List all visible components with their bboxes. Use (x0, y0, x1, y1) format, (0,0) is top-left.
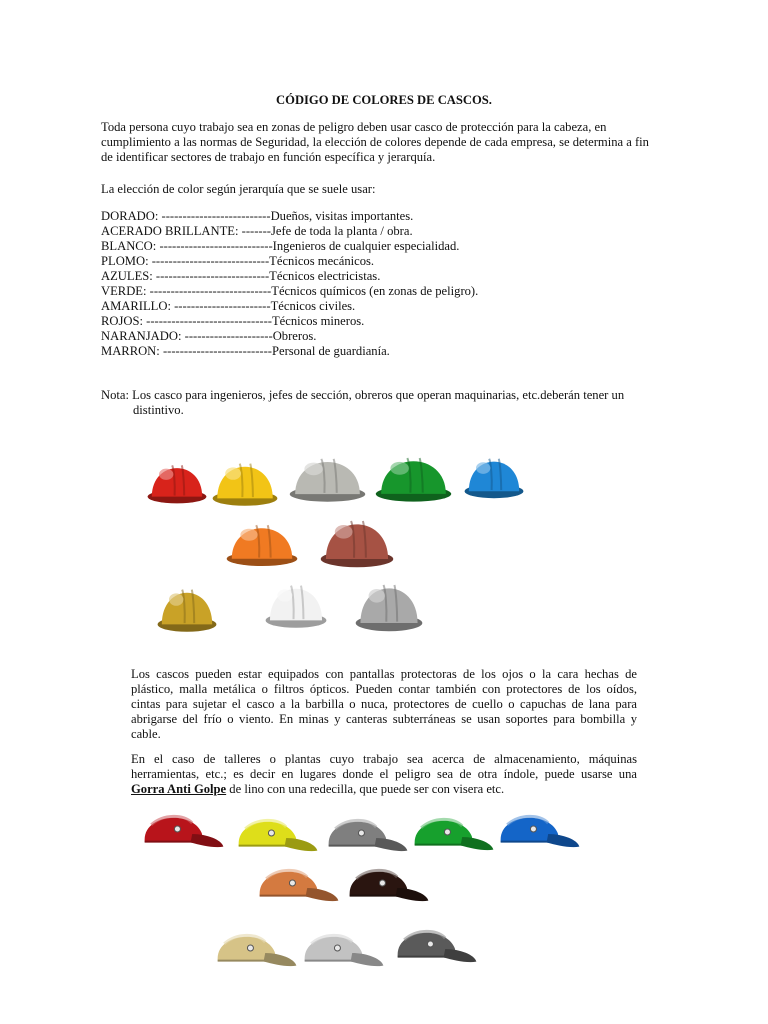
cap-yellow (237, 812, 319, 854)
equipment-line: Los cascos pueden estar equipados con pantallas protectoras de los ojos o la cara hechas de (131, 667, 637, 681)
color-name: AMARILLO: (101, 299, 175, 313)
page-title: CÓDIGO DE COLORES DE CASCOS. (276, 93, 492, 107)
hierarchy-row (101, 254, 478, 269)
intro-line: Toda persona cuyo trabajo sea en zonas de peligro deben usar casco de protección para la cabeza, en (101, 120, 607, 134)
dash-leader: ------------------------------ (146, 314, 272, 328)
dash-leader: --------------------- (184, 329, 273, 343)
dash-leader: ----------------------------- (149, 284, 272, 298)
role: Técnicos electricistas. (269, 269, 381, 283)
dash-leader: -------------------------- (161, 209, 271, 223)
hierarchy-row (101, 209, 478, 224)
workshops-line-rest: de lino con una redecilla, que puede ser con visera etc. (226, 782, 505, 796)
color-name: BLANCO: (101, 239, 160, 253)
cap-orange (258, 862, 340, 904)
helmet-orange-image (226, 512, 298, 572)
intro-paragraph (101, 120, 681, 165)
equipment-line: cintas para sujetar el casco a la barbilla o nuca, protectores de cuello o capuchas de lana para (131, 697, 637, 711)
color-name: AZULES: (101, 269, 156, 283)
dash-leader: ----------------------- (174, 299, 271, 313)
role: Personal de guardianía. (271, 344, 390, 358)
dash-leader: --------------------------- (155, 269, 270, 283)
equipment-line: cable. (131, 727, 161, 741)
dash-leader: --------------------------- (159, 239, 273, 253)
cap-light-gray-image (303, 927, 385, 969)
role: Técnicos químicos (en zonas de peligro). (271, 284, 479, 298)
cap-green-image (413, 811, 495, 853)
cap-light-gray (303, 927, 385, 969)
intro-line: cumplimiento a las normas de Seguridad, la elección de colores depende de cada empresa, se determina a fin (101, 135, 649, 149)
helmet-brown-image (320, 506, 394, 574)
cap-blue (499, 808, 581, 850)
helmet-gray-image (289, 445, 366, 508)
helmet-orange (226, 512, 298, 572)
helmet-blue (464, 446, 524, 504)
role: Técnicos mecánicos. (269, 254, 375, 268)
cap-black-image (348, 862, 430, 904)
role: Jefe de toda la planta / obra. (270, 224, 413, 238)
color-name: DORADO: (101, 209, 162, 223)
hierarchy-list (101, 209, 478, 359)
hierarchy-row (101, 299, 478, 314)
helmet-yellow (212, 450, 278, 512)
color-name: NARANJADO: (101, 329, 185, 343)
cap-gray-image (327, 812, 409, 854)
hierarchy-row (101, 344, 478, 359)
cap-red (143, 808, 225, 850)
dash-leader: ------- (241, 224, 271, 238)
cap-dark-gray (396, 923, 478, 965)
hierarchy-row (101, 314, 478, 329)
role: Técnicos mineros. (271, 314, 365, 328)
note (101, 388, 624, 418)
role: Obreros. (272, 329, 317, 343)
cap-blue-image (499, 808, 581, 850)
hierarchy-row (101, 224, 478, 239)
dash-leader: -------------------------- (162, 344, 272, 358)
color-name: MARRON: (101, 344, 163, 358)
helmet-red-image (147, 453, 207, 509)
helmet-white-image (265, 572, 327, 634)
helmet-gray (289, 445, 366, 508)
dash-leader: ---------------------------- (151, 254, 270, 268)
cap-black (348, 862, 430, 904)
intro-line: de identificar sectores de trabajo en función específica y jerarquía. (101, 150, 436, 164)
cap-khaki-image (216, 927, 298, 969)
workshops-line: En el caso de talleres o plantas cuyo trabajo sea acerca de almacenamiento, máquinas (131, 752, 637, 766)
equipment-line: abrigarse del frío o viento. En minas y canteras subterráneas se usan soportes para bombilla y (131, 712, 637, 726)
equipment-line: plástico, malla metálica o filtros ópticos. Pueden contar también con protectores de los oídos, (131, 682, 637, 696)
cap-orange-image (258, 862, 340, 904)
color-name: VERDE: (101, 284, 150, 298)
equipment-paragraph (131, 667, 637, 797)
note-line: Nota: Los casco para ingenieros, jefes de sección, obreros que operan maquinarias, etc.deberán tener un (101, 388, 625, 402)
helmet-red (147, 453, 207, 509)
helmet-blue-image (464, 446, 524, 504)
hierarchy-row (101, 269, 478, 284)
helmet-brown (320, 506, 394, 574)
color-name: ACERADO BRILLANTE: (101, 224, 242, 238)
helmet-silver-image (355, 570, 423, 638)
cap-red-image (143, 808, 225, 850)
gorra-anti-golpe-link[interactable]: Gorra Anti Golpe (131, 782, 227, 796)
note-line: distintivo. (133, 403, 184, 417)
role: Ingenieros de cualquier especialidad. (272, 239, 460, 253)
helmet-green (375, 444, 452, 508)
helmet-yellow-image (212, 450, 278, 512)
hierarchy-row (101, 239, 478, 254)
workshops-line (131, 782, 637, 797)
cap-khaki (216, 927, 298, 969)
helmet-green-image (375, 444, 452, 508)
hierarchy-row (101, 284, 478, 299)
helmet-white (265, 572, 327, 634)
role: Técnicos civiles. (270, 299, 356, 313)
workshops-line: herramientas, etc.; es decir en lugares donde el peligro sea de otra índole, puede usarse una (131, 767, 637, 781)
cap-dark-gray-image (396, 923, 478, 965)
cap-gray (327, 812, 409, 854)
role: Dueños, visitas importantes. (270, 209, 414, 223)
color-name: PLOMO: (101, 254, 152, 268)
helmet-gold (157, 576, 217, 638)
cap-yellow-image (237, 812, 319, 854)
helmet-silver (355, 570, 423, 638)
hierarchy-row (101, 329, 478, 344)
cap-green (413, 811, 495, 853)
color-name: ROJOS: (101, 314, 147, 328)
helmet-gold-image (157, 576, 217, 638)
hierarchy-leadin: La elección de color según jerarquía que se suele usar: (101, 182, 376, 196)
